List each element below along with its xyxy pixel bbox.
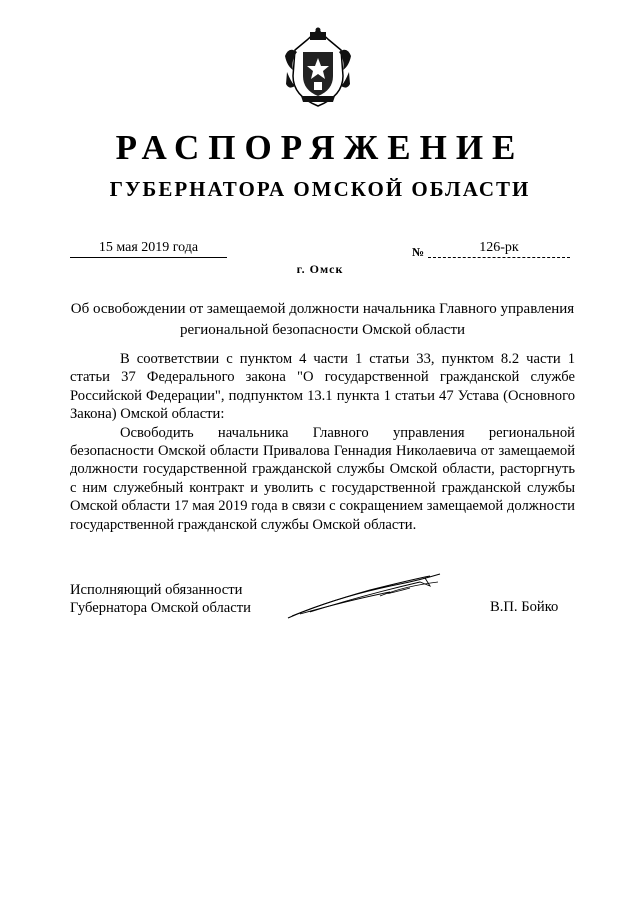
handwritten-signature	[280, 566, 450, 622]
signer-title-line-1: Исполняющий обязанности	[70, 582, 243, 598]
signer-title-line-2: Губернатора Омской области	[70, 600, 251, 617]
document-date: 15 мая 2019 года	[70, 240, 227, 258]
number-label: №	[412, 245, 425, 259]
document-title: РАСПОРЯЖЕНИЕ	[115, 128, 525, 167]
document-subtitle: ГУБЕРНАТОРА ОМСКОЙ ОБЛАСТИ	[109, 177, 531, 201]
coat-of-arms-emblem	[283, 26, 353, 110]
document-body	[70, 350, 575, 534]
body-paragraph-2: Освободить начальника Главного управления региональной безопасности Омской области Привалова Геннадия Николаевича от замещаемой должности государственной гражданской службы Омской области, расторгнуть с ним служебный контракт и уволить с государственной гражданской службы Омской области 17 мая 2019 года в связи с сокращением замещаемой должности государственной гражданской службы Омской области.	[70, 424, 575, 533]
document-subject: Об освобождении от замещаемой должности начальника Главного управления региональной безопасности Омской области	[70, 301, 575, 338]
document-number: 126-рк	[428, 240, 570, 258]
signer-title	[70, 581, 251, 618]
document-city: г. Омск	[296, 262, 344, 276]
body-paragraph-1: В соответствии с пунктом 4 части 1 статьи 33, пунктом 8.2 части 1 статьи 37 Федерального закона "О государственной гражданской службе Российской Федерации", подпунктом 13.1 пункта 1 статьи 47 Устава (Основного Закона) Омской области:	[70, 351, 575, 423]
signer-name: В.П. Бойко	[490, 599, 559, 615]
